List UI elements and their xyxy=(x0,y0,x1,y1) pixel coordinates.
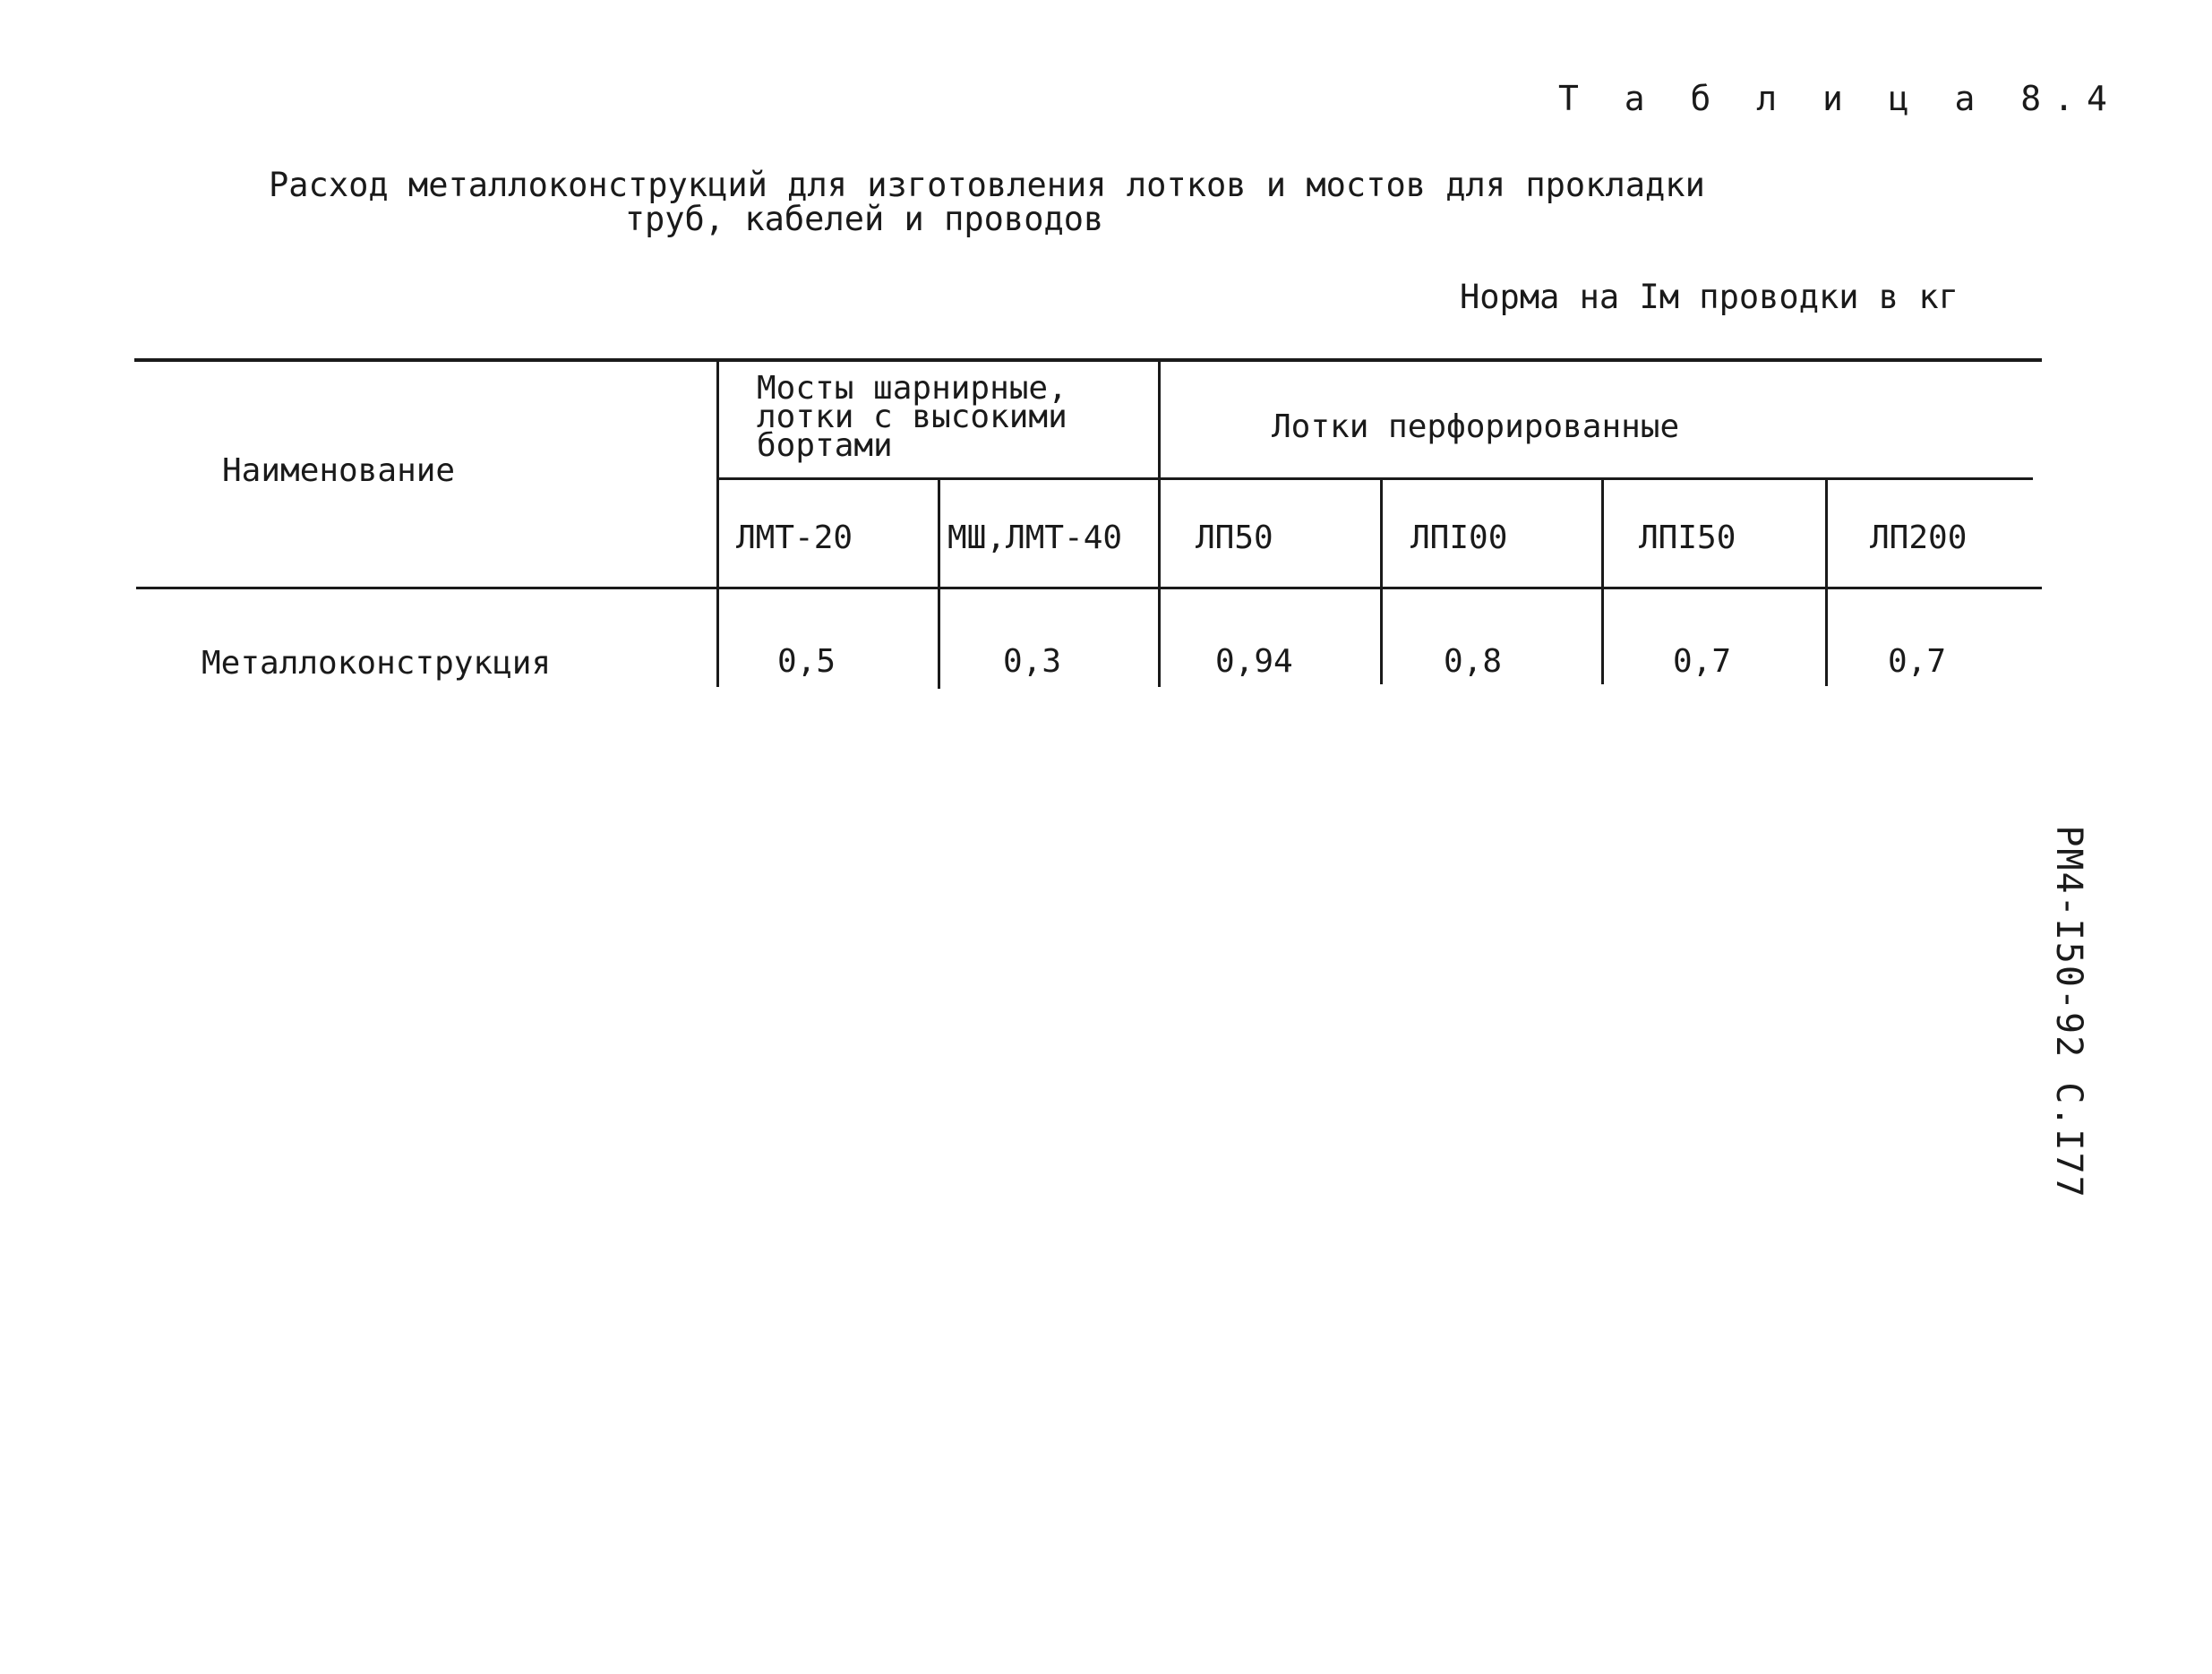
unit-note: Норма на Iм проводки в кг xyxy=(1460,278,1959,316)
value-lmt20: 0,5 xyxy=(777,643,836,680)
subheader-msh-lmt40: МШ,ЛМТ-40 xyxy=(947,519,1123,556)
value-msh-lmt40: 0,3 xyxy=(1003,643,1062,680)
table-header-bottom-rule xyxy=(136,587,2042,589)
subheader-lp50: ЛП50 xyxy=(1196,519,1273,556)
header-name: Наименование xyxy=(222,452,456,489)
header-group-perforated: Лотки перфорированные xyxy=(1272,408,1680,445)
table-divider-col2 xyxy=(938,478,940,689)
side-document-code: РМ4-I50-92 С.I77 xyxy=(2048,825,2089,1199)
header-group-bridges xyxy=(757,370,1067,464)
table-divider-col6 xyxy=(1825,478,1828,686)
table-divider-col5 xyxy=(1601,478,1604,684)
value-lp50: 0,94 xyxy=(1215,643,1293,680)
document-title xyxy=(269,166,1705,238)
table-group-rule xyxy=(716,477,2033,480)
subheader-lp100: ЛПI00 xyxy=(1410,519,1508,556)
value-lp100: 0,8 xyxy=(1444,643,1503,680)
table-divider-group xyxy=(1158,360,1161,687)
title-line-2: труб, кабелей и проводов xyxy=(624,200,1104,238)
table-divider-col4 xyxy=(1380,478,1383,684)
subheader-lmt20: ЛМТ-20 xyxy=(736,519,853,556)
subheader-lp200: ЛП200 xyxy=(1870,519,1968,556)
value-lp150: 0,7 xyxy=(1673,643,1732,680)
table-label: Т а б л и ц а 8.4 xyxy=(1558,79,2120,118)
header-group-bridges-line-3: бортами xyxy=(757,427,893,464)
value-lp200: 0,7 xyxy=(1888,643,1947,680)
title-line-1: Расход металлоконструкций для изготовления лотков и мостов для прокладки xyxy=(269,166,1705,204)
header-group-bridges-line-2: лотки с высокими xyxy=(757,399,1067,435)
table-top-rule xyxy=(134,358,2042,362)
subheader-lp150: ЛПI50 xyxy=(1639,519,1736,556)
row-name: Металлоконструкция xyxy=(201,645,552,682)
header-group-bridges-line-1: Мосты шарнирные, xyxy=(757,370,1067,407)
table-divider-name xyxy=(716,360,719,687)
